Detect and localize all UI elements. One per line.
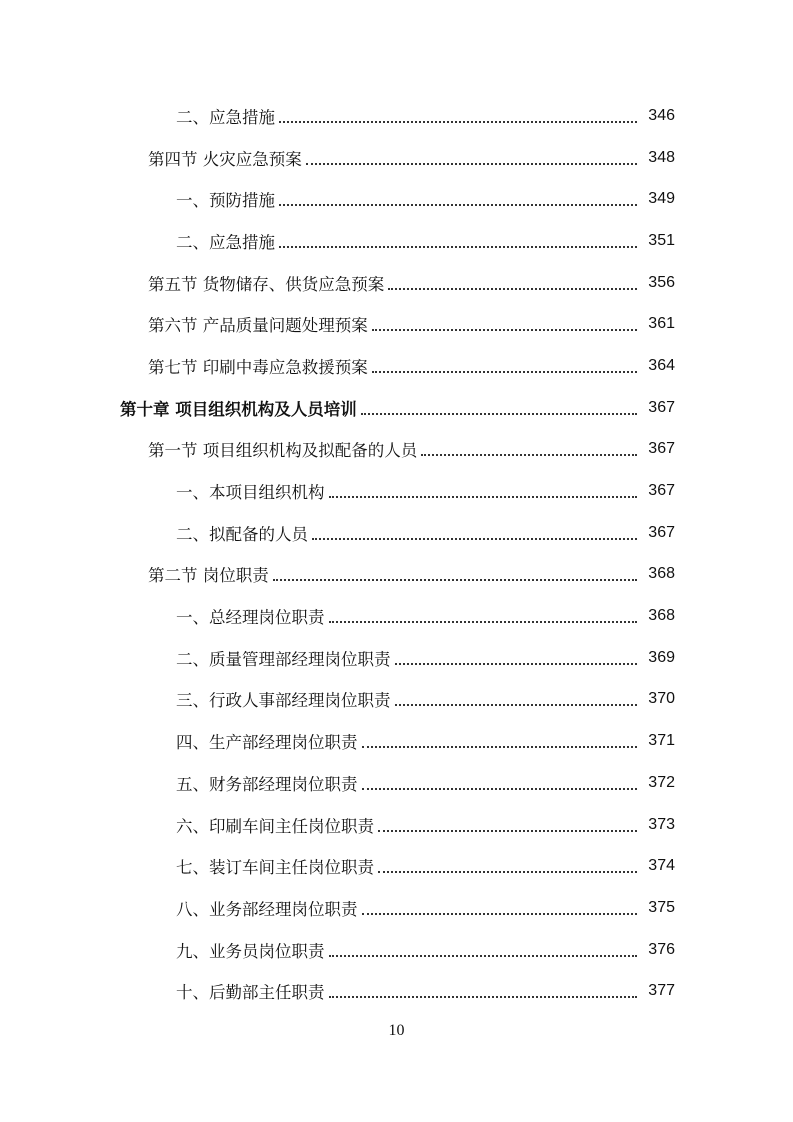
- toc-entry-page-number: 370: [648, 690, 675, 708]
- dot-leader: [378, 830, 637, 832]
- page-number-footer: 10: [388, 1022, 405, 1039]
- toc-entry-page-number: 368: [648, 607, 675, 625]
- toc-entry-title: 第七节 印刷中毒应急救援预案: [148, 357, 368, 377]
- toc-entry-title: 八、业务部经理岗位职责: [176, 899, 358, 919]
- toc-entry-page-number: 348: [648, 148, 675, 166]
- toc-entry-page-number: 351: [648, 231, 675, 249]
- dot-leader: [421, 454, 637, 456]
- toc-entry-title: 二、质量管理部经理岗位职责: [176, 649, 391, 669]
- dot-leader: [362, 746, 638, 748]
- toc-entry-page-number: 371: [648, 732, 675, 750]
- toc-entry-page-number: 377: [648, 982, 675, 1000]
- dot-leader: [279, 121, 637, 123]
- dot-leader: [362, 913, 638, 915]
- toc-entry-section[interactable]: [120, 345, 675, 387]
- toc-entry-title: 第十章 项目组织机构及人员培训: [120, 399, 357, 419]
- dot-leader: [273, 579, 637, 581]
- toc-entry-item[interactable]: [120, 178, 675, 220]
- toc-entry-title: 二、应急措施: [176, 107, 275, 127]
- dot-leader: [329, 996, 638, 998]
- toc-entry-title: 第一节 项目组织机构及拟配备的人员: [148, 441, 418, 461]
- toc-entry-item[interactable]: [120, 845, 675, 887]
- toc-entry-title: 一、预防措施: [176, 191, 275, 211]
- toc-entry-title: 六、印刷车间主任岗位职责: [176, 816, 374, 836]
- toc-entry-page-number: 376: [648, 940, 675, 958]
- toc-entry-item[interactable]: [120, 595, 675, 637]
- dot-leader: [329, 955, 638, 957]
- toc-entry-title: 第二节 岗位职责: [148, 566, 269, 586]
- toc-entry-page-number: 364: [648, 356, 675, 374]
- toc-entry-page-number: 367: [648, 440, 675, 458]
- toc-entry-title: 一、总经理岗位职责: [176, 608, 325, 628]
- dot-leader: [312, 538, 637, 540]
- toc-entry-page-number: 361: [648, 315, 675, 333]
- toc-entry-section[interactable]: [120, 303, 675, 345]
- dot-leader: [329, 621, 638, 623]
- toc-entry-title: 第六节 产品质量问题处理预案: [148, 316, 368, 336]
- dot-leader: [361, 413, 637, 415]
- dot-leader: [306, 163, 637, 165]
- toc-entry-title: 第四节 火灾应急预案: [148, 149, 302, 169]
- dot-leader: [395, 704, 638, 706]
- toc-entry-title: 一、本项目组织机构: [176, 483, 325, 503]
- toc-entry-item[interactable]: [120, 887, 675, 929]
- toc-entry-page-number: 374: [648, 857, 675, 875]
- toc-entry-item[interactable]: [120, 804, 675, 846]
- toc-entry-section[interactable]: [120, 137, 675, 179]
- table-of-contents: [120, 95, 675, 1012]
- toc-entry-item[interactable]: [120, 95, 675, 137]
- toc-entry-page-number: 367: [648, 398, 675, 416]
- toc-entry-title: 五、财务部经理岗位职责: [176, 774, 358, 794]
- toc-entry-title: 十、后勤部主任职责: [176, 983, 325, 1003]
- toc-entry-page-number: 356: [648, 273, 675, 291]
- toc-entry-item[interactable]: [120, 720, 675, 762]
- toc-entry-title: 九、业务员岗位职责: [176, 941, 325, 961]
- toc-entry-title: 四、生产部经理岗位职责: [176, 733, 358, 753]
- toc-entry-title: 第五节 货物储存、供货应急预案: [148, 274, 385, 294]
- dot-leader: [279, 204, 637, 206]
- toc-entry-title: 二、应急措施: [176, 232, 275, 252]
- toc-entry-item[interactable]: [120, 220, 675, 262]
- dot-leader: [279, 246, 637, 248]
- toc-entry-section[interactable]: [120, 262, 675, 304]
- dot-leader: [372, 371, 637, 373]
- dot-leader: [388, 288, 637, 290]
- dot-leader: [329, 496, 638, 498]
- toc-entry-chapter[interactable]: [120, 387, 675, 429]
- toc-entry-page-number: 346: [648, 106, 675, 124]
- toc-entry-item[interactable]: [120, 929, 675, 971]
- toc-entry-page-number: 372: [648, 773, 675, 791]
- dot-leader: [395, 663, 638, 665]
- toc-entry-item[interactable]: [120, 470, 675, 512]
- dot-leader: [372, 329, 637, 331]
- toc-entry-item[interactable]: [120, 970, 675, 1012]
- toc-entry-item[interactable]: [120, 637, 675, 679]
- toc-entry-page-number: 373: [648, 815, 675, 833]
- toc-entry-item[interactable]: [120, 679, 675, 721]
- dot-leader: [362, 788, 638, 790]
- toc-entry-page-number: 367: [648, 523, 675, 541]
- toc-entry-section[interactable]: [120, 554, 675, 596]
- toc-entry-item[interactable]: [120, 762, 675, 804]
- toc-entry-section[interactable]: [120, 429, 675, 471]
- toc-entry-item[interactable]: [120, 512, 675, 554]
- toc-entry-title: 七、装订车间主任岗位职责: [176, 858, 374, 878]
- dot-leader: [378, 871, 637, 873]
- toc-entry-page-number: 349: [648, 190, 675, 208]
- toc-entry-page-number: 369: [648, 648, 675, 666]
- toc-entry-page-number: 367: [648, 482, 675, 500]
- toc-entry-title: 二、拟配备的人员: [176, 524, 308, 544]
- toc-entry-page-number: 368: [648, 565, 675, 583]
- toc-entry-title: 三、行政人事部经理岗位职责: [176, 691, 391, 711]
- toc-entry-page-number: 375: [648, 898, 675, 916]
